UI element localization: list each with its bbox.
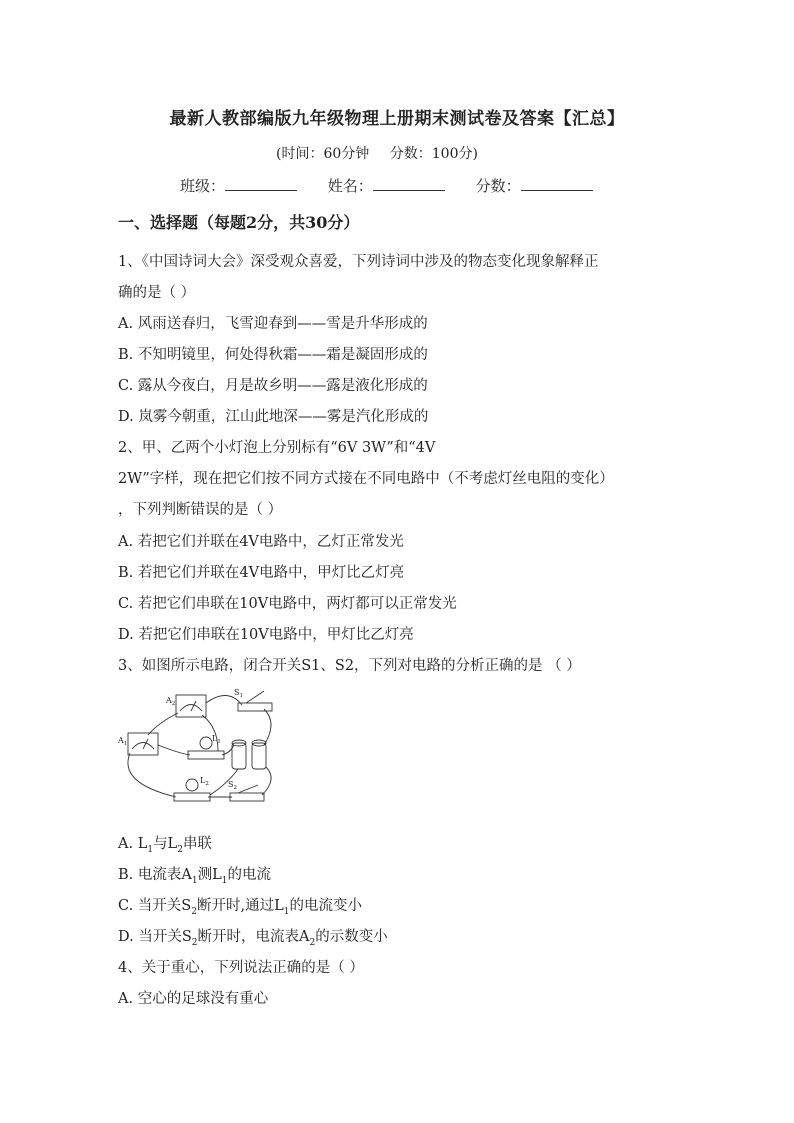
- student-info-fields: [180, 175, 619, 196]
- ammeter-a1-icon: [128, 733, 158, 755]
- q3-option-c: C. 当开关$S_2$断开时,通过$L_1$的电流变小: [118, 898, 362, 917]
- battery-2-icon: [252, 743, 266, 769]
- q2-stem-line3: ，下列判断错误的是（ ）: [118, 502, 283, 518]
- q4-stem-line1: 4、关于重心，下列说法正确的是（ ）: [118, 960, 364, 976]
- class-label: 班级：: [180, 177, 226, 195]
- q2-option-d: D. 若把它们串联在10V电路中，甲灯比乙灯亮: [118, 627, 414, 643]
- bulb-l1-icon: [200, 737, 212, 749]
- bulb-l1-base: [188, 751, 224, 759]
- score-field: [476, 175, 593, 196]
- score-label: 分数：: [475, 177, 521, 195]
- name-label: 姓名：: [327, 177, 373, 195]
- q1-option-b: B. 不知明镜里，何处得秋霜——霜是凝固形成的: [118, 347, 428, 363]
- q1-stem-line2: 确的是（ ）: [118, 285, 196, 301]
- class-field: [180, 175, 297, 196]
- q1-stem-line1: 1、《中国诗词大会》深受观众喜爱，下列诗词中涉及的物态变化现象解释正: [118, 254, 599, 270]
- exam-subtitle: [0, 143, 754, 163]
- q3-stem-line1: 3、如图所示电路，闭合开关S1、S2，下列对电路的分析正确的是 （ ）: [118, 658, 581, 674]
- time-limit: (时间：60分钟: [276, 146, 370, 162]
- battery-1-icon: [232, 743, 246, 769]
- q3-option-a: A. $L_1$与$L_2$串联: [118, 836, 212, 855]
- q2-stem-line2: 2W”字样，现在把它们按不同方式接在不同电路中（不考虑灯丝电阻的变化）: [118, 471, 614, 487]
- switch-s2-icon: [230, 793, 264, 801]
- label-s2: $S_2$: [228, 780, 237, 791]
- q1-option-a: A. 风雨送春归，飞雪迎春到——雪是升华形成的: [118, 316, 428, 332]
- class-blank[interactable]: [225, 176, 297, 191]
- q3-option-d: D. 当开关$S_2$断开时，电流表$A_2$的示数变小: [118, 929, 388, 948]
- q3-option-b: B. 电流表$A_1$测$L_1$的电流: [118, 867, 271, 886]
- section-heading: 一、选择题（每题2分，共30分）: [118, 213, 360, 232]
- name-field: [328, 175, 445, 196]
- label-l2: $L_2$: [200, 776, 209, 787]
- bulb-l2-base: [174, 793, 210, 801]
- score-blank[interactable]: [521, 176, 593, 191]
- label-a2: $A_2$: [166, 696, 176, 707]
- bulb-l2-icon: [186, 779, 198, 791]
- q1-option-c: C. 露从今夜白，月是故乡明——露是液化形成的: [118, 378, 428, 394]
- label-s1: $S_1$: [234, 688, 243, 699]
- name-blank[interactable]: [373, 176, 445, 191]
- q2-stem-line1: 2、甲、乙两个小灯泡上分别标有“6V 3W”和“4V: [118, 440, 436, 456]
- label-l1: $L_1$: [212, 734, 221, 745]
- q4-option-a: A. 空心的足球没有重心: [118, 991, 269, 1007]
- exam-title: 最新人教部编版九年级物理上册期末测试卷及答案【汇总】: [169, 109, 625, 129]
- q2-option-b: B. 若把它们并联在4V电路中，甲灯比乙灯亮: [118, 565, 405, 581]
- circuit-diagram: [118, 683, 283, 813]
- q1-option-d: D. 岚雾今朝重，江山此地深——雾是汽化形成的: [118, 409, 429, 425]
- label-a1: $A_1$: [118, 736, 128, 747]
- total-score: 分数：100分): [389, 146, 478, 162]
- switch-s1-icon: [238, 703, 272, 711]
- ammeter-a2-icon: [176, 695, 206, 717]
- q2-option-a: A. 若把它们并联在4V电路中，乙灯正常发光: [118, 534, 404, 550]
- q2-option-c: C. 若把它们串联在10V电路中，两灯都可以正常发光: [118, 596, 457, 612]
